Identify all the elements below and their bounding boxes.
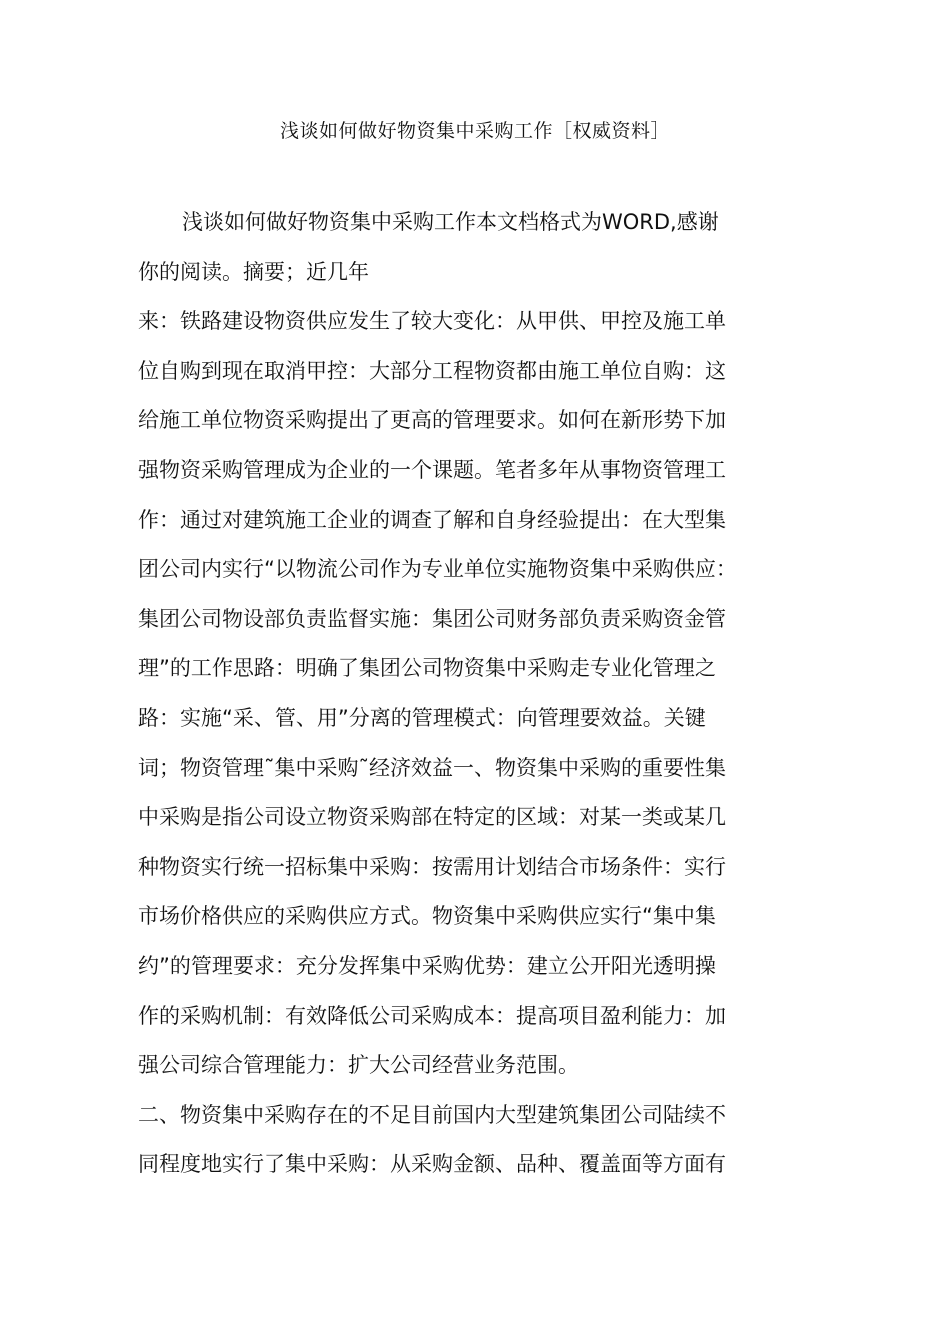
paragraph-line: 作：通过对建筑施工企业的调查了解和自身经验提出：在大型集 [138, 507, 726, 532]
paragraph-line: 浅谈如何做好物资集中采购工作本文档格式为WORD,感谢 [182, 210, 719, 234]
paragraph-line: 理”的工作思路：明确了集团公司物资集中采购走专业化管理之 [138, 656, 716, 681]
paragraph-line: 你的阅读。摘要；近几年 [138, 259, 369, 284]
paragraph-line: 词；物资管理˜集中采购˜经济效益一、物资集中采购的重要性集 [138, 755, 726, 780]
paragraph-line: 来：铁路建设物资供应发生了较大变化：从甲供、甲控及施工单 [138, 309, 726, 334]
paragraph-line: 约”的管理要求：充分发挥集中采购优势：建立公开阳光透明操 [138, 953, 716, 978]
paragraph-line: 位自购到现在取消甲控：大部分工程物资都由施工单位自购：这 [138, 358, 726, 383]
paragraph-line: 作的采购机制：有效降低公司采购成本：提高项目盈利能力：加 [138, 1003, 726, 1028]
paragraph-line: 种物资实行统一招标集中采购：按需用计划结合市场条件：实行 [138, 854, 726, 879]
paragraph-line: 二、物资集中采购存在的不足目前国内大型建筑集团公司陆续不 [138, 1102, 726, 1127]
document-title: 浅谈如何做好物资集中采购工作［权威资料］ [279, 120, 670, 142]
paragraph-line: 强公司综合管理能力：扩大公司经营业务范围。 [138, 1053, 579, 1078]
paragraph-line: 集团公司物设部负责监督实施：集团公司财务部负责采购资金管 [138, 606, 726, 631]
paragraph-line: 同程度地实行了集中采购：从采购金额、品种、覆盖面等方面有 [138, 1152, 726, 1177]
paragraph-line: 路：实施“采、管、用”分离的管理模式：向管理要效益。关键 [138, 705, 706, 730]
paragraph-line: 团公司内实行“以物流公司作为专业单位实施物资集中采购供应： [138, 557, 737, 582]
paragraph-line: 中采购是指公司设立物资采购部在特定的区域：对某一类或某几 [138, 805, 726, 830]
document-body [138, 198, 818, 1190]
paragraph-line: 市场价格供应的采购供应方式。物资集中采购供应实行“集中集 [138, 904, 716, 929]
paragraph-line: 强物资采购管理成为企业的一个课题。笔者多年从事物资管理工 [138, 457, 726, 482]
paragraph-line: 给施工单位物资采购提出了更高的管理要求。如何在新形势下加 [138, 408, 726, 433]
